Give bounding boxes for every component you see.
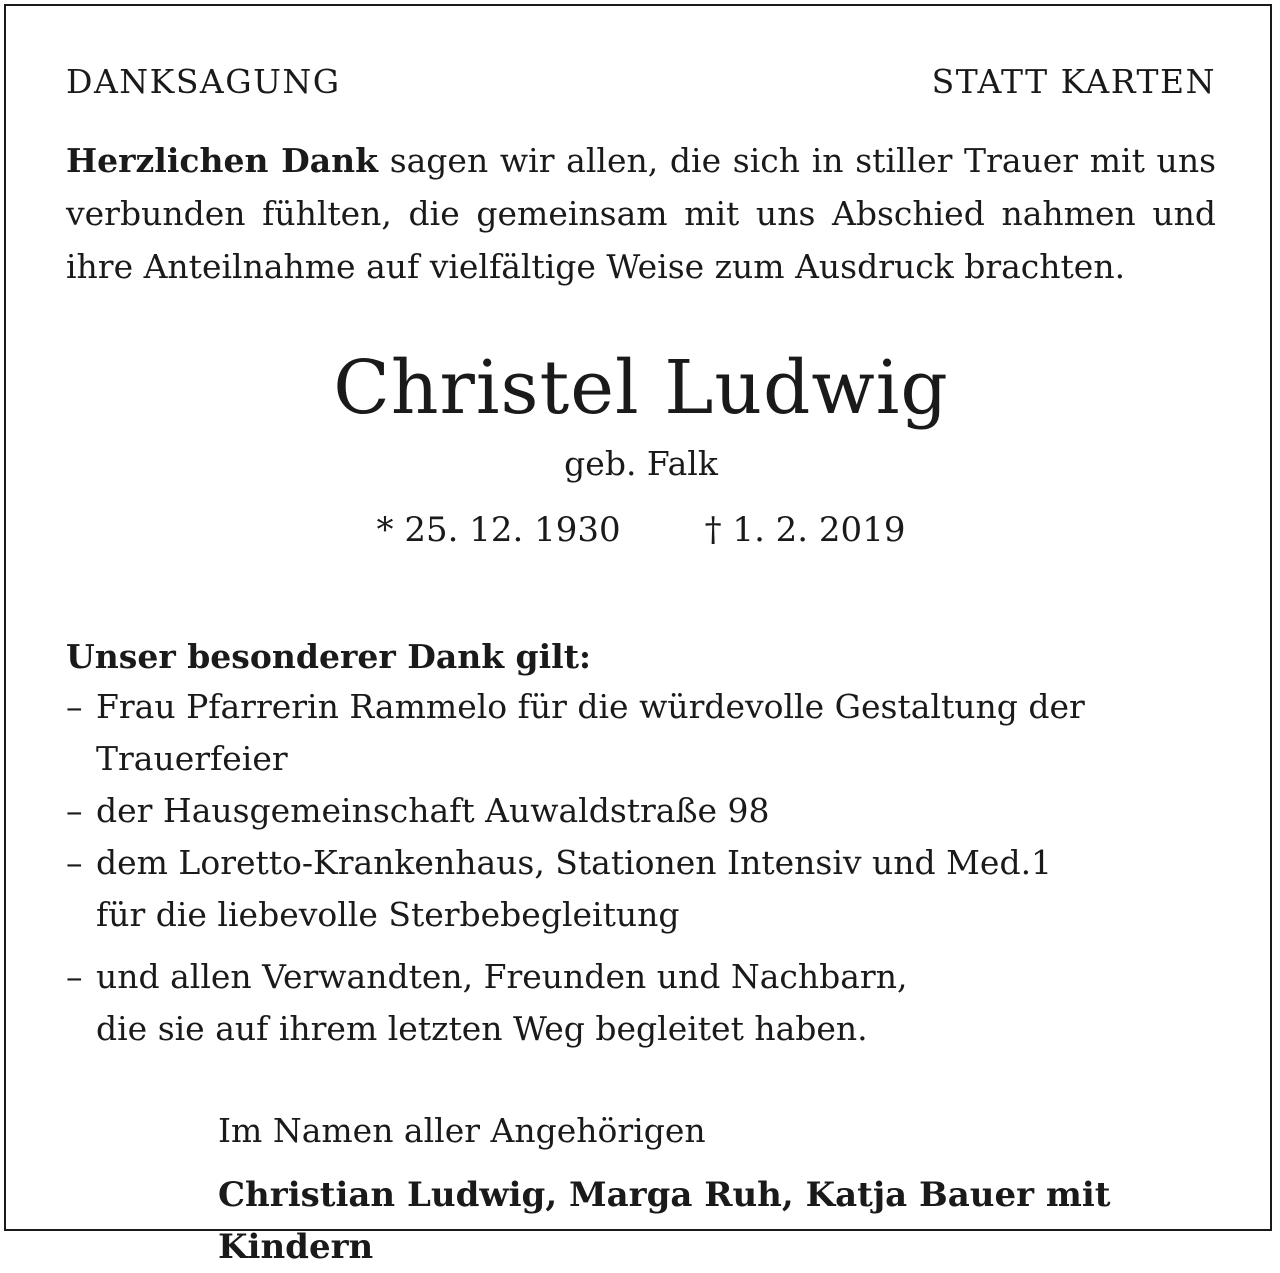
- intro-paragraph: [66, 134, 1216, 293]
- birth-date: * 25. 12. 1930: [376, 510, 621, 550]
- list-dash: –: [66, 957, 83, 996]
- list-dash: –: [66, 843, 83, 882]
- signature-intro: Im Namen aller Angehörigen: [218, 1111, 706, 1150]
- death-date: † 1. 2. 2019: [704, 510, 906, 550]
- list-item-text: Frau Pfarrerin Rammelo für die würdevolle Gestaltung der Trauerfeier: [96, 687, 1085, 778]
- list-item-text: der Hausgemeinschaft Auwaldstraße 98: [96, 791, 770, 830]
- list-item: [66, 785, 1216, 837]
- list-item: [66, 837, 1216, 941]
- obituary-notice: [66, 60, 1216, 1273]
- life-dates: [66, 507, 1216, 553]
- list-item-line: für die liebevolle Sterbebegleitung: [96, 895, 680, 934]
- statt-karten-label: STATT KARTEN: [931, 62, 1216, 101]
- header-row: [66, 60, 1216, 104]
- intro-text: sagen wir allen, die sich in stiller Trauer mit uns verbunden fühlten, die gemeinsam mit uns Abschied nahmen und ihre Anteilnahme auf vielfältige Weise zum Ausdruck brachten.: [66, 141, 1217, 286]
- deceased-name: Christel Ludwig: [333, 345, 949, 431]
- list-item-text: [96, 837, 1216, 941]
- signature-block: [66, 1105, 1216, 1273]
- list-item: [66, 951, 1216, 1055]
- thanks-title: Unser besonderer Dank gilt:: [66, 637, 592, 676]
- list-item-line: die sie auf ihrem letzten Weg begleitet haben.: [96, 1009, 868, 1048]
- list-item-text: [96, 951, 1216, 1055]
- notice-type-label: DANKSAGUNG: [66, 62, 341, 101]
- maiden-name: geb. Falk: [564, 444, 718, 483]
- list-dash: –: [66, 687, 83, 726]
- family-names: Christian Ludwig, Marga Ruh, Katja Bauer mit Kindern: [218, 1175, 1111, 1267]
- list-item-line: dem Loretto-Krankenhaus, Stationen Intensiv und Med.1: [96, 843, 1053, 882]
- list-item: [66, 681, 1216, 785]
- intro-bold: Herzlichen Dank: [66, 141, 378, 180]
- list-dash: –: [66, 791, 83, 830]
- thanks-list: [66, 681, 1216, 1055]
- list-item-line: und allen Verwandten, Freunden und Nachbarn,: [96, 957, 908, 996]
